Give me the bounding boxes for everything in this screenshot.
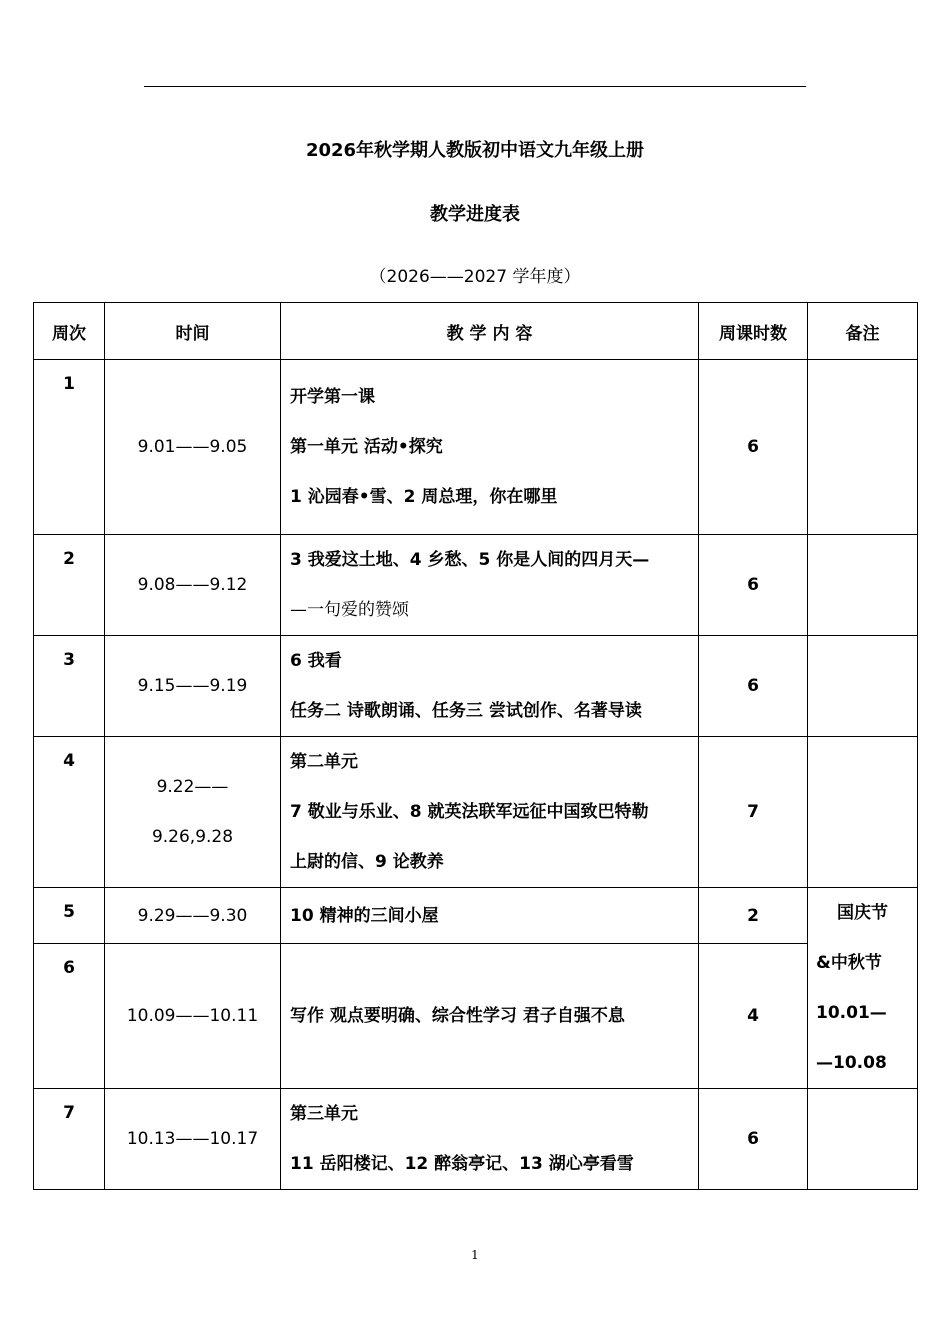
content-cell: 10 精神的三间小屋 [281,888,699,944]
header-time: 时间 [105,303,281,360]
week-cell: 3 [34,636,105,737]
content-cell: 第二单元 7 敬业与乐业、8 就英法联军远征中国致巴特勒 上尉的信、9 论教养 [281,737,699,888]
note-cell [808,360,918,535]
table-row [34,1089,918,1190]
schedule-table [33,302,918,1190]
table-row [34,888,918,944]
table-row [34,360,918,535]
time-cell: 9.08——9.12 [105,535,281,636]
week-cell: 5 [34,888,105,944]
table-header-row [34,303,918,360]
week-cell: 1 [34,360,105,535]
note-cell [808,737,918,888]
content-cell: 3 我爱这土地、4 乡愁、5 你是人间的四月天— —一句爱的赞颂 [281,535,699,636]
header-note: 备注 [808,303,918,360]
time-cell: 9.15——9.19 [105,636,281,737]
document-subtitle: 教学进度表 [430,204,520,225]
hours-cell: 6 [699,360,808,535]
time-cell: 9.22—— 9.26,9.28 [105,737,281,888]
note-cell [808,636,918,737]
week-cell: 7 [34,1089,105,1190]
holiday-note-cell: 国庆节 &中秋节 10.01— —10.08 [808,888,918,1089]
academic-year: （2026——2027 学年度） [369,267,581,287]
hours-cell: 6 [699,636,808,737]
hours-cell: 6 [699,1089,808,1190]
content-cell: 写作 观点要明确、综合性学习 君子自强不息 [281,944,699,1089]
header-rule [144,86,806,87]
header-hours: 周课时数 [699,303,808,360]
table-row [34,535,918,636]
page-number: 1 [471,1248,479,1262]
content-cell: 第三单元 11 岳阳楼记、12 醉翁亭记、13 湖心亭看雪 [281,1089,699,1190]
content-cell: 开学第一课 第一单元 活动•探究 1 沁园春•雪、2 周总理，你在哪里 [281,360,699,535]
week-cell: 2 [34,535,105,636]
header-content: 教 学 内 容 [281,303,699,360]
note-cell [808,535,918,636]
hours-cell: 7 [699,737,808,888]
time-cell: 9.01——9.05 [105,360,281,535]
hours-cell: 2 [699,888,808,944]
header-week: 周次 [34,303,105,360]
hours-cell: 6 [699,535,808,636]
week-cell: 6 [34,944,105,1089]
time-cell: 10.09——10.11 [105,944,281,1089]
week-cell: 4 [34,737,105,888]
time-cell: 9.29——9.30 [105,888,281,944]
hours-cell: 4 [699,944,808,1089]
document-title: 2026年秋学期人教版初中语文九年级上册 [305,140,645,161]
table-row [34,944,918,1089]
content-cell: 6 我看 任务二 诗歌朗诵、任务三 尝试创作、名著导读 [281,636,699,737]
table-row [34,737,918,888]
time-cell: 10.13——10.17 [105,1089,281,1190]
note-cell [808,1089,918,1190]
table-row [34,636,918,737]
